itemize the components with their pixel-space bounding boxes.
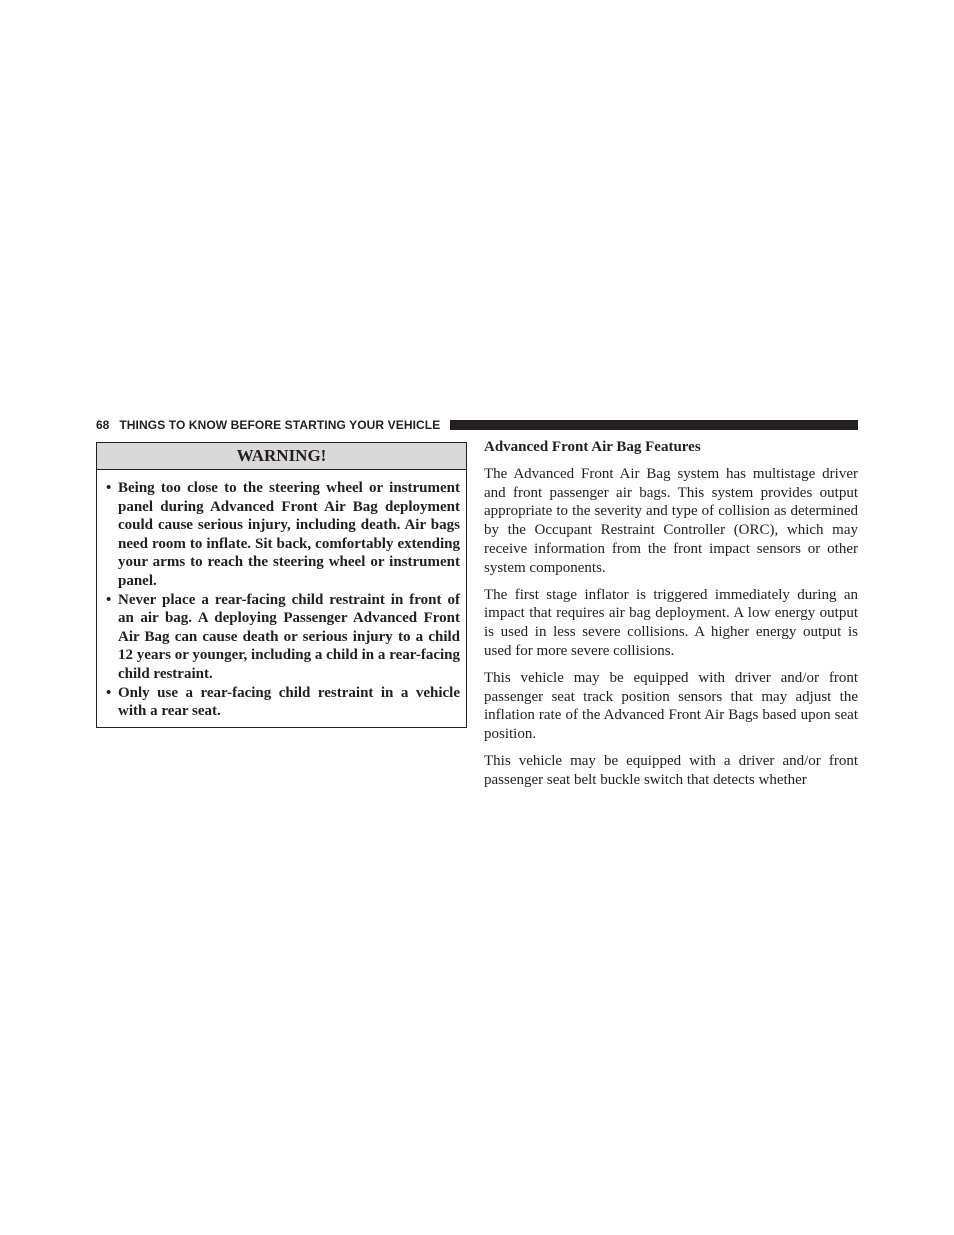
page-header (96, 417, 858, 433)
subheading: Advanced Front Air Bag Features (484, 439, 701, 455)
paragraph: The Advanced Front Air Bag system has multistage driver and front passenger air bags. This system provides output appropriate to the severity and type of collision as determined by the Occupant Restraint Controller (ORC), which may receive information from the front impact sensors or other system components. (484, 466, 858, 576)
paragraph: The first stage inflator is triggered immediately during an impact that requires air bag deployment. A low energy output is used in less severe collisions. A higher energy output is used for more severe collisions. (484, 586, 858, 659)
warning-list (97, 470, 466, 721)
warning-box (96, 442, 467, 728)
warning-item-text: Only use a rear-facing child restraint in a vehicle with a rear seat. (118, 684, 460, 720)
header-rule (450, 420, 858, 430)
paragraph: This vehicle may be equipped with driver and/or front passenger seat track position sensors that may adjust the inflation rate of the Advanced Front Air Bags based upon seat position. (484, 670, 858, 743)
bullet-icon: • (106, 591, 112, 608)
section-title: THINGS TO KNOW BEFORE STARTING YOUR VEHICLE (119, 418, 441, 432)
warning-item (106, 591, 460, 684)
bullet-icon: • (106, 480, 112, 496)
warning-item (106, 684, 460, 721)
main-column (484, 438, 858, 798)
page-number: 68 (96, 418, 110, 432)
warning-item-text: Never place a rear-facing child restraint in front of an air bag. A deploying Passenger Advanced Front Air Bag can cause death or serious injury to a child 12 years or younger, including a child in a rear-facing child restraint. (118, 591, 460, 682)
warning-item-text: Being too close to the steering wheel or instrument panel during Advanced Front Air Bag deployment could cause serious injury, including death. Air bags need room to inflate. Sit back, comfortably extending your arms to reach the steering wheel or instrument panel. (118, 480, 460, 589)
warning-item (106, 479, 460, 591)
paragraph: This vehicle may be equipped with a driver and/or front passenger seat belt buckle switch that detects whether (484, 753, 858, 789)
warning-title: WARNING! (97, 443, 466, 470)
bullet-icon: • (106, 684, 112, 701)
